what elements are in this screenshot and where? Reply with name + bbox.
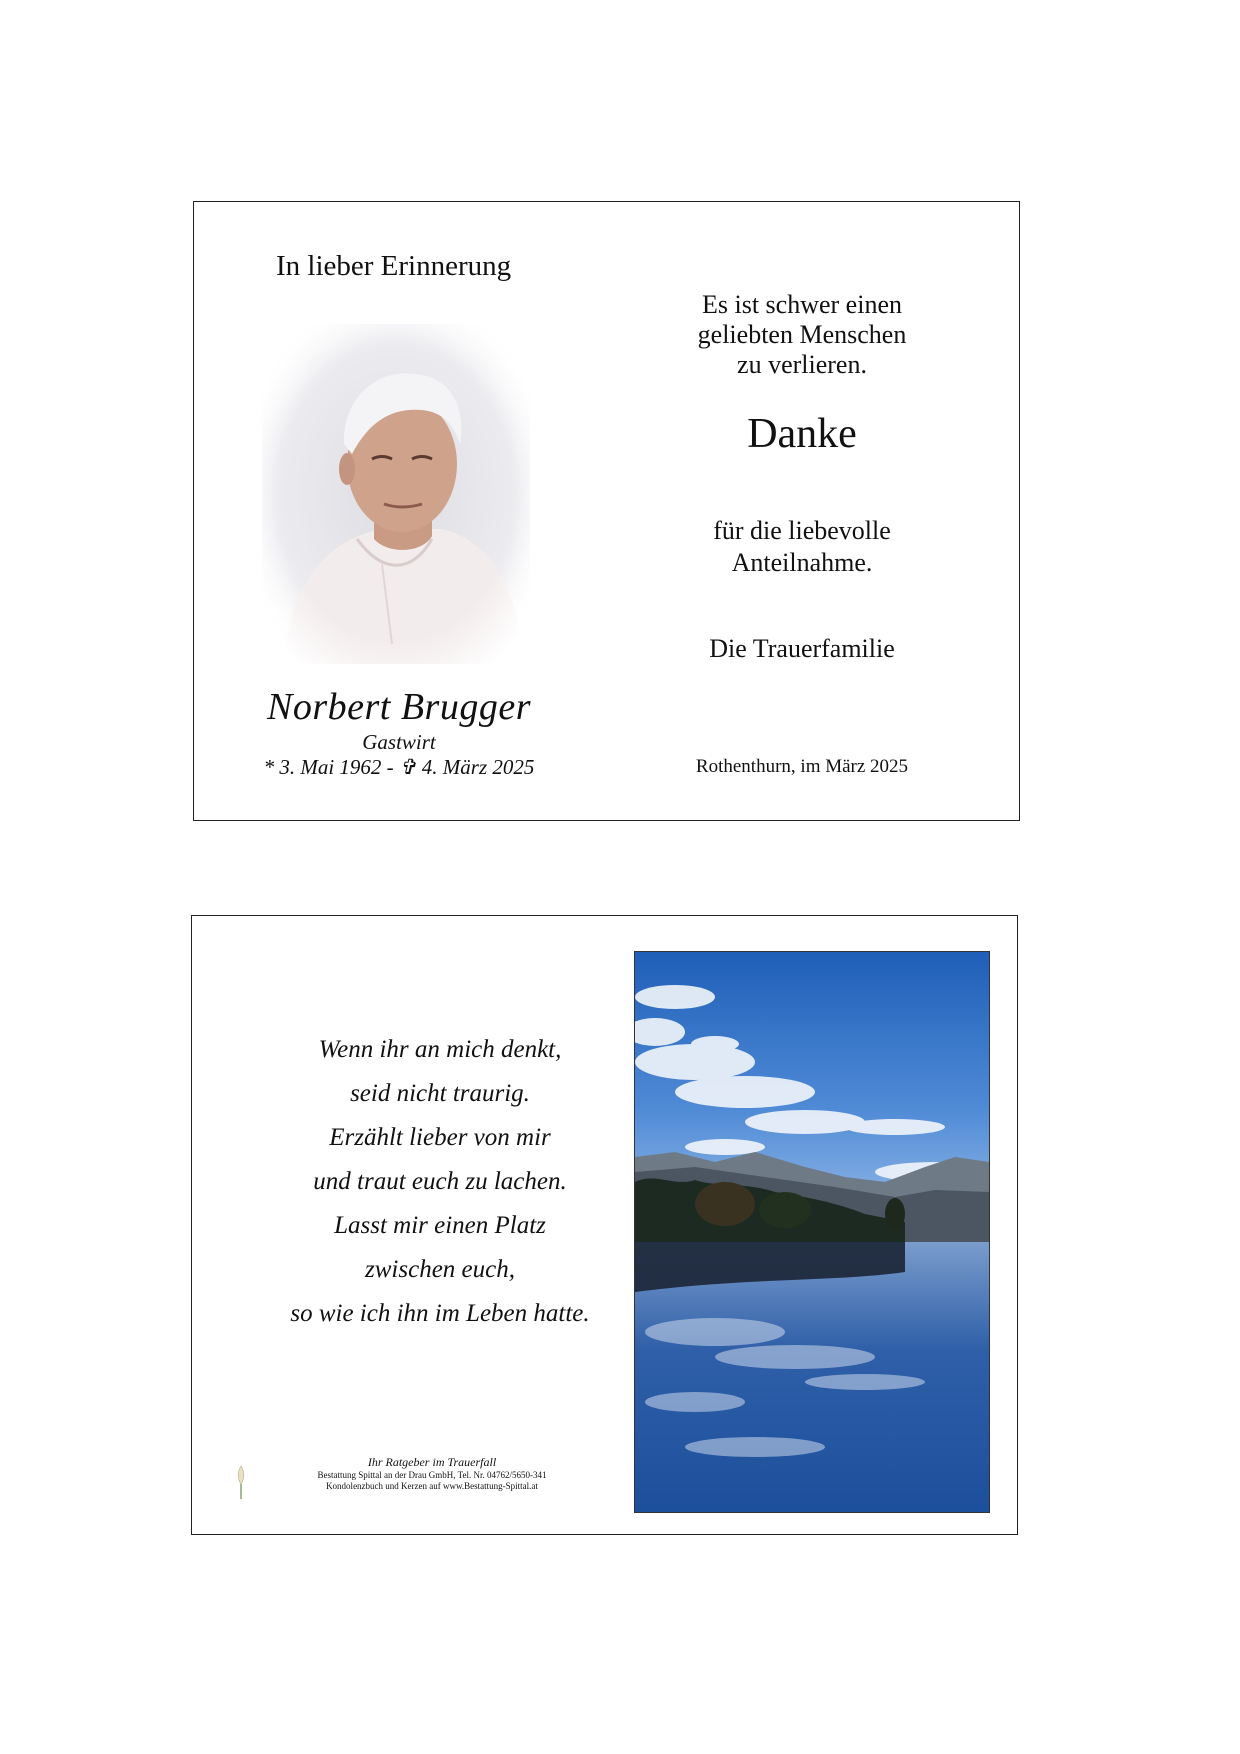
place-date: Rothenthurn, im März 2025 [695, 756, 909, 777]
funeral-home-info [252, 1454, 612, 1492]
condolence-message [632, 290, 972, 380]
message-line: geliebten Menschen [697, 320, 907, 349]
life-dates: * 3. Mai 1962 - ✞ 4. März 2025 [263, 755, 535, 779]
back-card [191, 915, 1018, 1535]
poem-line: zwischen euch, [365, 1256, 515, 1283]
poem-line: und traut euch zu lachen. [313, 1168, 567, 1195]
front-card [193, 201, 1020, 821]
poem-line: Erzählt lieber von mir [329, 1124, 551, 1151]
portrait-photo [262, 324, 530, 664]
message-line: Es ist schwer einen [701, 290, 902, 319]
sympathy-message [632, 515, 972, 579]
lily-icon [236, 1464, 246, 1500]
family-signature: Die Trauerfamilie [709, 634, 895, 663]
heading: In lieber Erinnerung [276, 250, 512, 282]
poem-line: Lasst mir einen Platz [334, 1212, 546, 1239]
message-line: zu verlieren. [737, 350, 867, 379]
poem-line: Wenn ihr an mich denkt, [318, 1036, 562, 1063]
poem-line: seid nicht traurig. [350, 1080, 530, 1107]
message-line: für die liebevolle [713, 516, 891, 545]
advisor-title: Ihr Ratgeber im Trauerfall [367, 1455, 497, 1469]
poem [230, 1028, 650, 1336]
deceased-name: Norbert Brugger [267, 686, 531, 728]
message-line: Anteilnahme. [731, 548, 873, 577]
advisor-website: Kondolenzbuch und Kerzen auf www.Bestattung-Spittal.at [326, 1481, 538, 1491]
thanks-word: Danke [747, 411, 857, 457]
profession: Gastwirt [362, 730, 436, 754]
lake-illustration [635, 952, 989, 1512]
lake-landscape-photo [634, 951, 990, 1513]
poem-line: so wie ich ihn im Leben hatte. [290, 1300, 590, 1327]
portrait-illustration [262, 324, 530, 664]
advisor-contact: Bestattung Spittal an der Drau GmbH, Tel. Nr. 04762/5650-341 [317, 1470, 547, 1480]
